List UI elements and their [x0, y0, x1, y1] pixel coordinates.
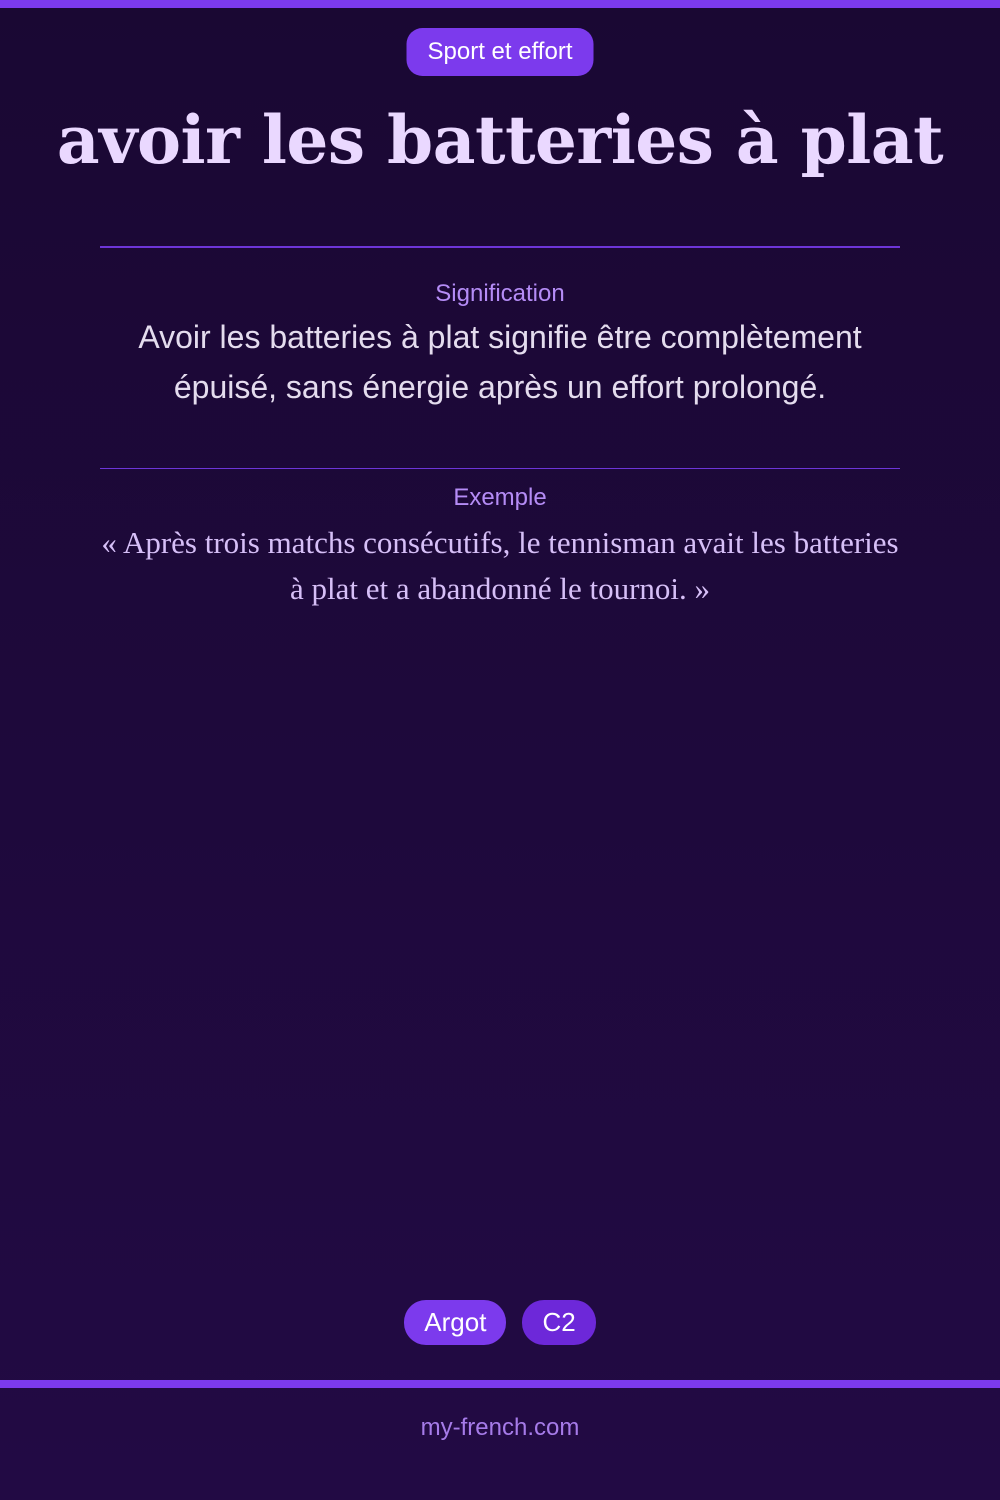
- expression-title: avoir les batteries à plat: [56, 101, 944, 179]
- register-tag: Argot: [404, 1300, 506, 1345]
- level-tag: C2: [522, 1300, 595, 1345]
- category-badge: Sport et effort: [407, 28, 594, 76]
- tag-list: [0, 1300, 1000, 1345]
- divider-middle: [100, 468, 900, 469]
- bottom-accent-bar: [0, 1380, 1000, 1388]
- footer-site-name: my-french.com: [420, 1414, 580, 1441]
- example-label: Exemple: [453, 484, 547, 511]
- meaning-label: Signification: [435, 280, 565, 307]
- top-accent-bar: [0, 0, 1000, 8]
- meaning-text: Avoir les batteries à plat signifie être complètement épuisé, sans énergie après un effort prolongé.: [138, 319, 862, 405]
- divider-top: [100, 246, 900, 248]
- example-text: « Après trois matchs consécutifs, le tennisman avait les batteries à plat et a abandonné le tournoi. »: [101, 525, 899, 606]
